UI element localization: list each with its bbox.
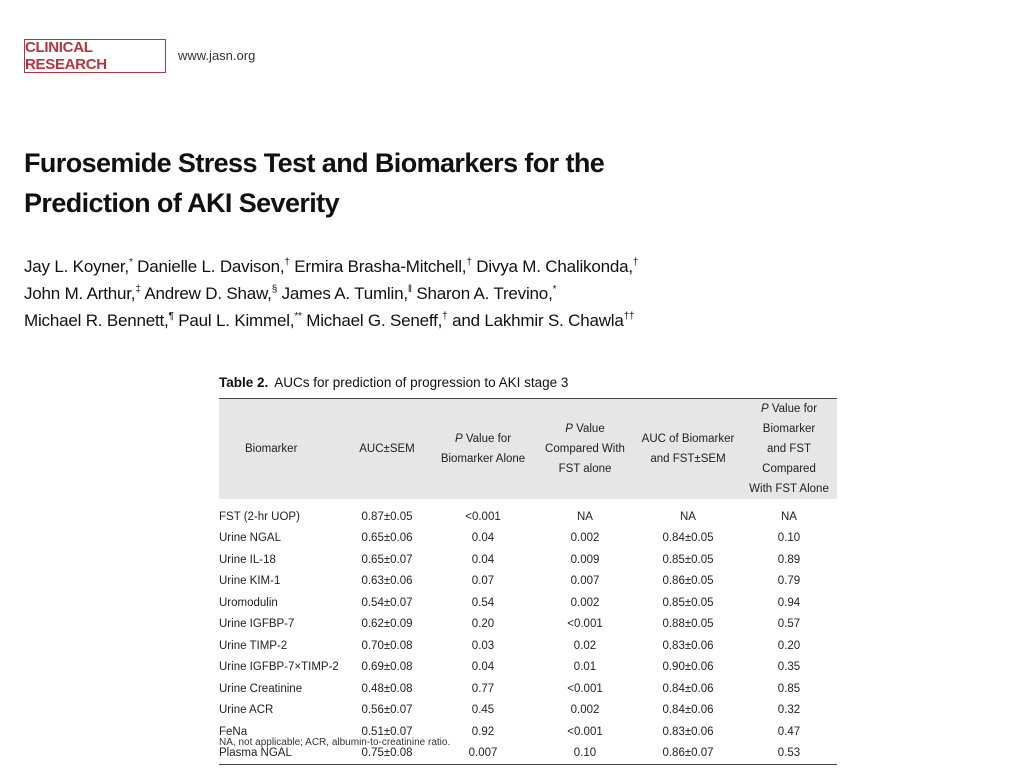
cell-p-alone: 0.04: [471, 661, 495, 674]
cell-auc: 0.62±0.09: [361, 618, 413, 631]
author-affiliation-mark: *: [552, 284, 557, 295]
article-title: [24, 143, 604, 223]
cell-auc-combined: 0.84±0.05: [662, 532, 714, 545]
author-name[interactable]: James A. Tumlin,: [281, 284, 408, 303]
table-row: [219, 592, 837, 614]
author-affiliation-mark: †: [284, 257, 290, 268]
cell-auc: 0.65±0.06: [361, 532, 413, 545]
author-name[interactable]: Danielle L. Davison,: [137, 257, 285, 276]
author-line: [24, 280, 638, 307]
author-name[interactable]: Andrew D. Shaw,: [144, 284, 272, 303]
author-name[interactable]: Paul L. Kimmel,: [178, 311, 295, 330]
author-name[interactable]: Michael R. Bennett,: [24, 311, 169, 330]
author-affiliation-mark: ‖: [407, 284, 412, 295]
header-p-combined: P Value for Biomarker and FST Compared With FST Alone: [741, 399, 837, 500]
cell-biomarker: Urine NGAL: [219, 532, 281, 545]
journal-url[interactable]: www.jasn.org: [178, 48, 256, 63]
cell-p-compared: 0.007: [570, 575, 600, 588]
cell-p-combined: 0.89: [777, 553, 801, 566]
author-name[interactable]: Michael G. Seneff,: [306, 311, 443, 330]
table-caption: [219, 375, 568, 390]
table-caption-text: AUCs for prediction of progression to AKI stage 3: [274, 375, 569, 390]
cell-auc-combined: 0.86±0.05: [662, 575, 714, 588]
cell-p-compared: <0.001: [567, 725, 603, 738]
author-affiliation-mark: †: [442, 311, 448, 322]
cell-auc-combined: 0.84±0.06: [662, 704, 714, 717]
cell-auc-combined: 0.86±0.07: [635, 743, 741, 765]
table-row: [219, 614, 837, 636]
cell-auc: 0.75±0.08: [343, 743, 431, 765]
author-affiliation-mark: ‡: [135, 284, 141, 295]
section-banner: CLINICAL RESEARCH: [24, 39, 166, 73]
cell-auc-combined: NA: [680, 510, 696, 523]
cell-p-alone: 0.03: [471, 639, 495, 652]
cell-biomarker: Urine ACR: [219, 704, 274, 717]
table-row: [219, 506, 837, 528]
cell-p-combined: 0.35: [777, 661, 801, 674]
cell-biomarker: Urine IGFBP-7×TIMP-2: [219, 661, 339, 674]
cell-p-combined: 0.10: [777, 532, 801, 545]
author-name[interactable]: Jay L. Koyner,: [24, 257, 129, 276]
cell-p-combined: 0.79: [777, 575, 801, 588]
cell-auc-combined: 0.88±0.05: [662, 618, 714, 631]
table-row: [219, 549, 837, 571]
table-row: [219, 657, 837, 679]
cell-biomarker: FeNa: [219, 725, 248, 738]
cell-p-alone: 0.54: [471, 596, 495, 609]
author-name[interactable]: Ermira Brasha-Mitchell,: [294, 257, 467, 276]
cell-p-compared: 0.002: [570, 596, 600, 609]
header-auc-combined: AUC of Biomarker and FST±SEM: [635, 399, 741, 500]
cell-auc-combined: 0.85±0.05: [662, 596, 714, 609]
table-row: [219, 678, 837, 700]
cell-auc: 0.51±0.07: [361, 725, 413, 738]
cell-biomarker: Urine IGFBP-7: [219, 618, 295, 631]
cell-auc: 0.48±0.08: [361, 682, 413, 695]
cell-auc-combined: 0.85±0.05: [662, 553, 714, 566]
header-biomarker: Biomarker: [219, 399, 343, 500]
auc-table-container: [219, 398, 837, 765]
cell-p-combined: 0.20: [777, 639, 801, 652]
author-name[interactable]: Divya M. Chalikonda,: [476, 257, 633, 276]
cell-auc: 0.56±0.07: [361, 704, 413, 717]
cell-p-alone: 0.07: [471, 575, 495, 588]
table-row: [219, 571, 837, 593]
author-list: [24, 253, 638, 334]
cell-auc: 0.87±0.05: [361, 510, 413, 523]
author-affiliation-mark: ¶: [168, 311, 174, 322]
cell-biomarker: Urine IL-18: [219, 553, 276, 566]
cell-p-compared: 0.02: [573, 639, 597, 652]
cell-p-combined: 0.94: [777, 596, 801, 609]
title-line-1: Furosemide Stress Test and Biomarkers for the: [24, 148, 605, 178]
table-row: [219, 635, 837, 657]
cell-biomarker: Urine Creatinine: [219, 682, 303, 695]
header-p-compared: P Value Compared With FST alone: [535, 399, 635, 500]
author-line: [24, 307, 638, 334]
cell-p-combined: 0.57: [777, 618, 801, 631]
cell-p-combined: 0.47: [777, 725, 801, 738]
cell-p-alone: 0.45: [471, 704, 495, 717]
cell-p-compared: 0.10: [535, 743, 635, 765]
cell-auc: 0.65±0.07: [361, 553, 413, 566]
cell-p-alone: 0.20: [471, 618, 495, 631]
author-line: [24, 253, 638, 280]
author-affiliation-mark: §: [271, 284, 278, 295]
table-footnote: NA, not applicable; ACR, albumin-to-creatinine ratio.: [219, 737, 451, 748]
author-name[interactable]: John M. Arthur,: [24, 284, 136, 303]
header-p-alone: P Value for Biomarker Alone: [431, 399, 535, 500]
title-line-2: Prediction of AKI Severity: [24, 188, 339, 218]
cell-p-compared: <0.001: [567, 618, 603, 631]
author-affiliation-mark: ††: [623, 311, 635, 322]
cell-biomarker: Urine TIMP-2: [219, 639, 288, 652]
cell-p-combined: 0.53: [741, 743, 837, 765]
cell-biomarker: Plasma NGAL: [219, 743, 343, 765]
cell-biomarker: Urine KIM-1: [219, 575, 281, 588]
cell-p-alone: <0.001: [465, 510, 501, 523]
table-body: [219, 499, 837, 765]
table-row: [219, 528, 837, 550]
cell-p-compared: 0.002: [570, 532, 600, 545]
cell-biomarker: FST (2-hr UOP): [219, 510, 300, 523]
header-auc: AUC±SEM: [343, 399, 431, 500]
cell-auc: 0.63±0.06: [361, 575, 413, 588]
cell-p-compared: 0.01: [573, 661, 597, 674]
author-affiliation-mark: *: [128, 257, 133, 268]
table-label: Table 2.: [219, 375, 269, 390]
table-header-row: [219, 399, 837, 500]
cell-auc-combined: 0.83±0.06: [662, 639, 714, 652]
auc-table: [219, 398, 837, 765]
author-affiliation-mark: **: [294, 311, 302, 322]
cell-p-combined: 0.32: [777, 704, 801, 717]
cell-auc-combined: 0.90±0.06: [662, 661, 714, 674]
author-affiliation-mark: †: [632, 257, 639, 268]
cell-p-alone: 0.77: [471, 682, 495, 695]
cell-auc: 0.70±0.08: [361, 639, 413, 652]
cell-p-alone: 0.92: [471, 725, 495, 738]
cell-p-combined: 0.85: [777, 682, 801, 695]
author-name[interactable]: Sharon A. Trevino,: [416, 284, 553, 303]
cell-biomarker: Uromodulin: [219, 596, 278, 609]
cell-auc: 0.69±0.08: [361, 661, 413, 674]
cell-auc-combined: 0.84±0.06: [662, 682, 714, 695]
cell-p-compared: <0.001: [567, 682, 603, 695]
cell-auc: 0.54±0.07: [361, 596, 413, 609]
author-affiliation-mark: †: [466, 257, 472, 268]
cell-p-compared: NA: [577, 510, 593, 523]
cell-p-alone: 0.04: [471, 532, 495, 545]
cell-auc-combined: 0.83±0.06: [662, 725, 714, 738]
cell-p-compared: 0.009: [570, 553, 600, 566]
author-name[interactable]: and Lakhmir S. Chawla: [452, 311, 624, 330]
cell-p-alone: 0.007: [431, 743, 535, 765]
cell-p-alone: 0.04: [471, 553, 495, 566]
cell-p-combined: NA: [781, 510, 797, 523]
table-row: [219, 700, 837, 722]
cell-p-compared: 0.002: [570, 704, 600, 717]
